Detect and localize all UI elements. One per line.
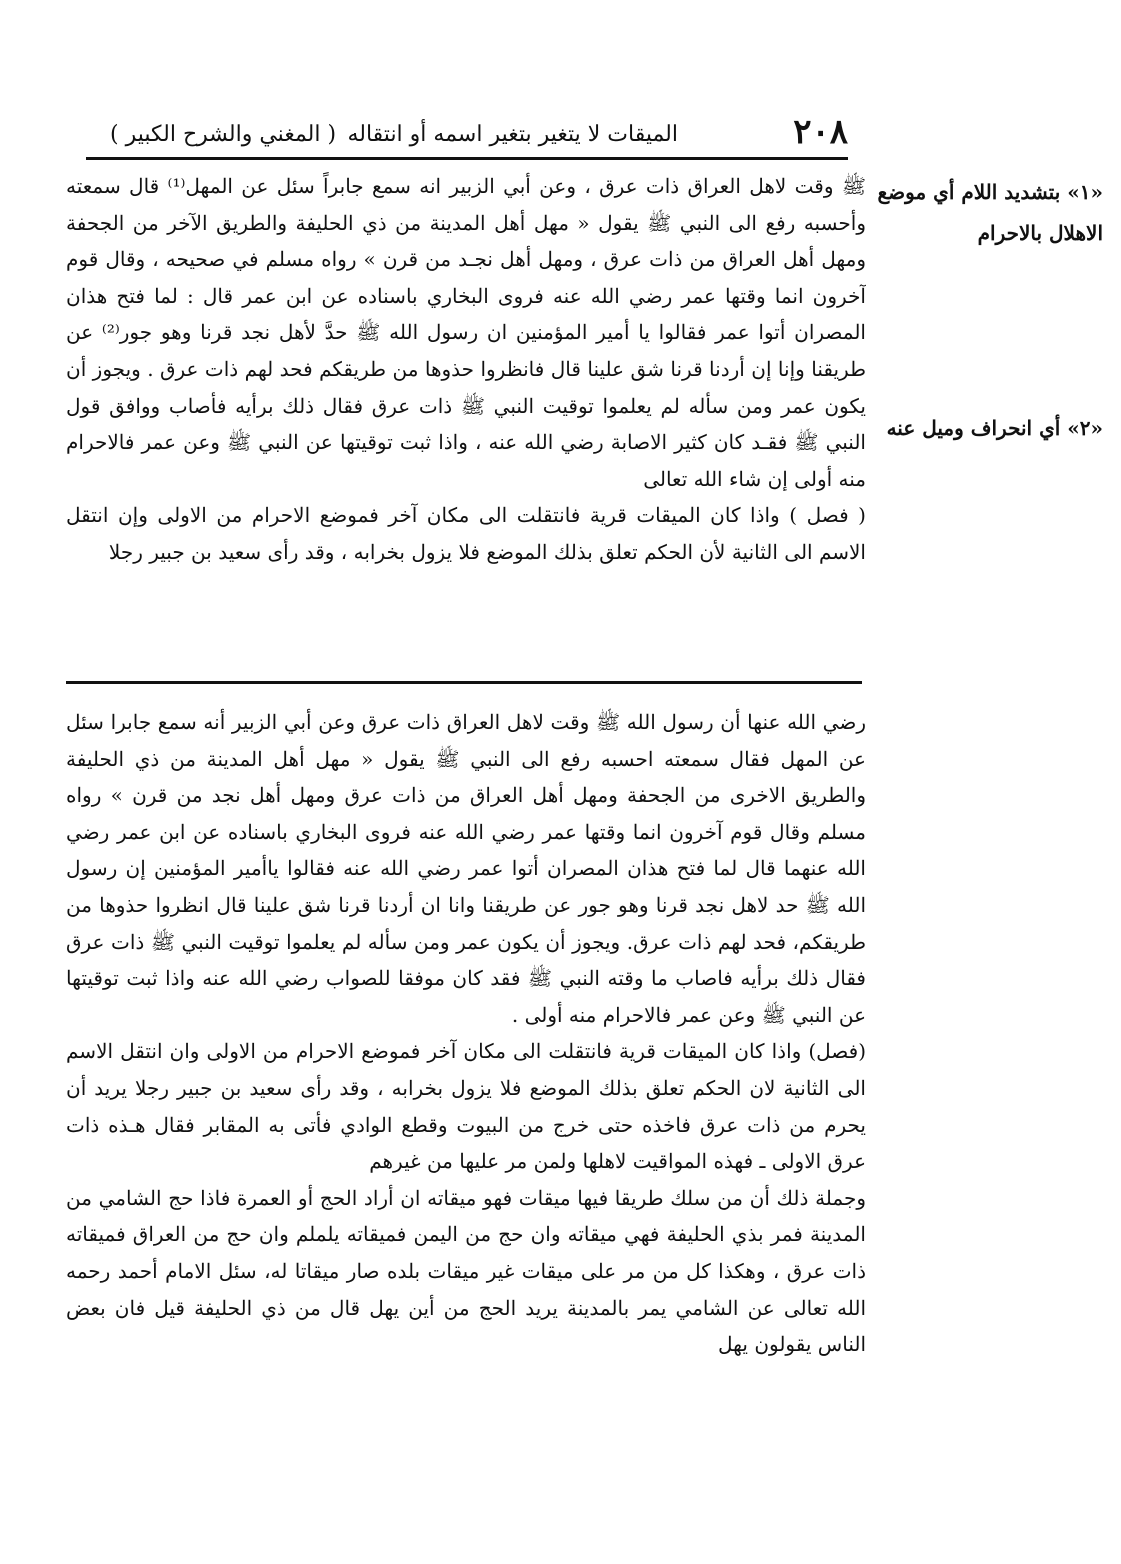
upper-paragraph-2: ( فصل ) واذا كان الميقات قرية فانتقلت الى مكان آخر فموضع الاحرام من الاولى وإن انتقل الاسم الى الثانية لأن الحكم تعلق بذلك الموضع فلا يزول بخرابه ، وقد رأى سعيد بن جبير رجلا	[66, 503, 866, 564]
section-divider	[66, 681, 862, 684]
running-title: الميقات لا يتغير بتغير اسمه أو انتقاله	[347, 122, 678, 147]
page-header	[88, 112, 848, 158]
lower-text-block	[66, 704, 866, 1544]
upper-paragraph-1: ﷺ وقت لاهل العراق ذات عرق ، وعن أبي الزبير انه سمع جابراً سئل عن المهل⁽¹⁾ قال سمعته وأحسبه رفع الى النبي ﷺ يقول « مهل أهل المدينة من ذي الحليفة والطريق الآخر من الجحفة ومهل أهل العراق من ذات عرق ، ومهل أهل نجـد من قرن » رواه مسلم في صحيحه ، وقال قوم آخرون انما وقتها عمر رضي الله عنه فروى البخاري باسناده عن ابن عمر قال : لما فتح هذان المصران أتوا عمر فقالوا يا أمير المؤمنين ان رسول الله ﷺ حدَّ لأهل نجد قرنا وهو جور⁽²⁾ عن طريقنا وإنا إن أردنا قرنا شق علينا قال فانظروا حذوها من طريقكم فحد لهم ذات عرق . ويجوز أن يكون عمر ومن سأله لم يعلموا توقيت النبي ﷺ ذات عرق فقال ذلك برأيه فأصاب ووافق قول النبي ﷺ فقـد كان كثير الاصابة رضي الله عنه ، واذا ثبت توقيتها عن النبي ﷺ وعن عمر فالاحرام منه أولى إن شاء الله تعالى	[66, 174, 866, 491]
upper-text-block	[66, 168, 866, 668]
margin-note-1: «١» بتشديد اللام أي موضع الاهلال بالاحرام	[877, 180, 1103, 245]
lower-paragraph-3: وجملة ذلك أن من سلك طريقا فيها ميقات فهو ميقاته ان أراد الحج أو العمرة فاذا حج الشامي من المدينة فمر بذي الحليفة فهي ميقاته وان حج من اليمن فميقاته يلملم وان حج من العراق فميقاته ذات عرق ، وهكذا كل من مر على ميقات غير ميقات بلده صار ميقاتا له، سئل الامام أحمد رحمه الله تعالى عن الشامي يمر بالمدينة يريد الحج من أين يهل قال من ذي الحليفة قيل فان بعض الناس يقولون يهل	[66, 1185, 866, 1357]
lower-paragraph-2: (فصل) واذا كان الميقات قرية فانتقلت الى مكان آخر فموضع الاحرام من الاولى وان انتقل الاسم الى الثانية لان الحكم تعلق بذلك الموضع فلا يزول بخرابه ، وقد رأى سعيد بن جبير رجلا يريد أن يحرم من ذات عرق فاخذه حتى خرج من البيوت وقطع الوادي فأتى به المقابر فقال هـذه ذات عرق الاولى ـ فهذه المواقيت لاهلها ولمن مر عليها من غيرهم	[66, 1039, 866, 1174]
page-number: ٢٠٨	[793, 112, 848, 152]
margin-note-2: «٢» أي انحراف وميل عنه	[886, 416, 1103, 440]
lower-paragraph-1: رضي الله عنها أن رسول الله ﷺ وقت لاهل العراق ذات عرق وعن أبي الزبير أنه سمع جابرا سئل عن المهل فقال سمعته احسبه رفع الى النبي ﷺ يقول « مهل أهل المدينة من ذي الحليفة والطريق الاخرى من الجحفة ومهل أهل العراق من ذات عرق ومهل أهل نجد من قرن » رواه مسلم وقال قوم آخرون انما وقتها عمر رضي الله عنه فروى البخاري باسناده عن ابن عمر رضي الله عنهما قال لما فتح هذان المصران أتوا عمر رضي الله عنه فقالوا ياأمير المؤمنين إن رسول الله ﷺ حد لاهل نجد قرنا وهو جور عن طريقنا وانا ان أردنا قرنا شق علينا قال انظروا حذوها من طريقكم، فحد لهم ذات عرق. ويجوز أن يكون عمر ومن سأله لم يعلموا توقيت النبي ﷺ ذات عرق فقال ذلك برأيه فاصاب ما وقته النبي ﷺ فقد كان موفقا للصواب رضي الله عنه واذا ثبت توقيتها عن النبي ﷺ وعن عمر فالاحرام منه أولى .	[66, 710, 866, 1027]
header-rule	[86, 157, 848, 160]
book-title: ( المغني والشرح الكبير )	[110, 122, 337, 147]
